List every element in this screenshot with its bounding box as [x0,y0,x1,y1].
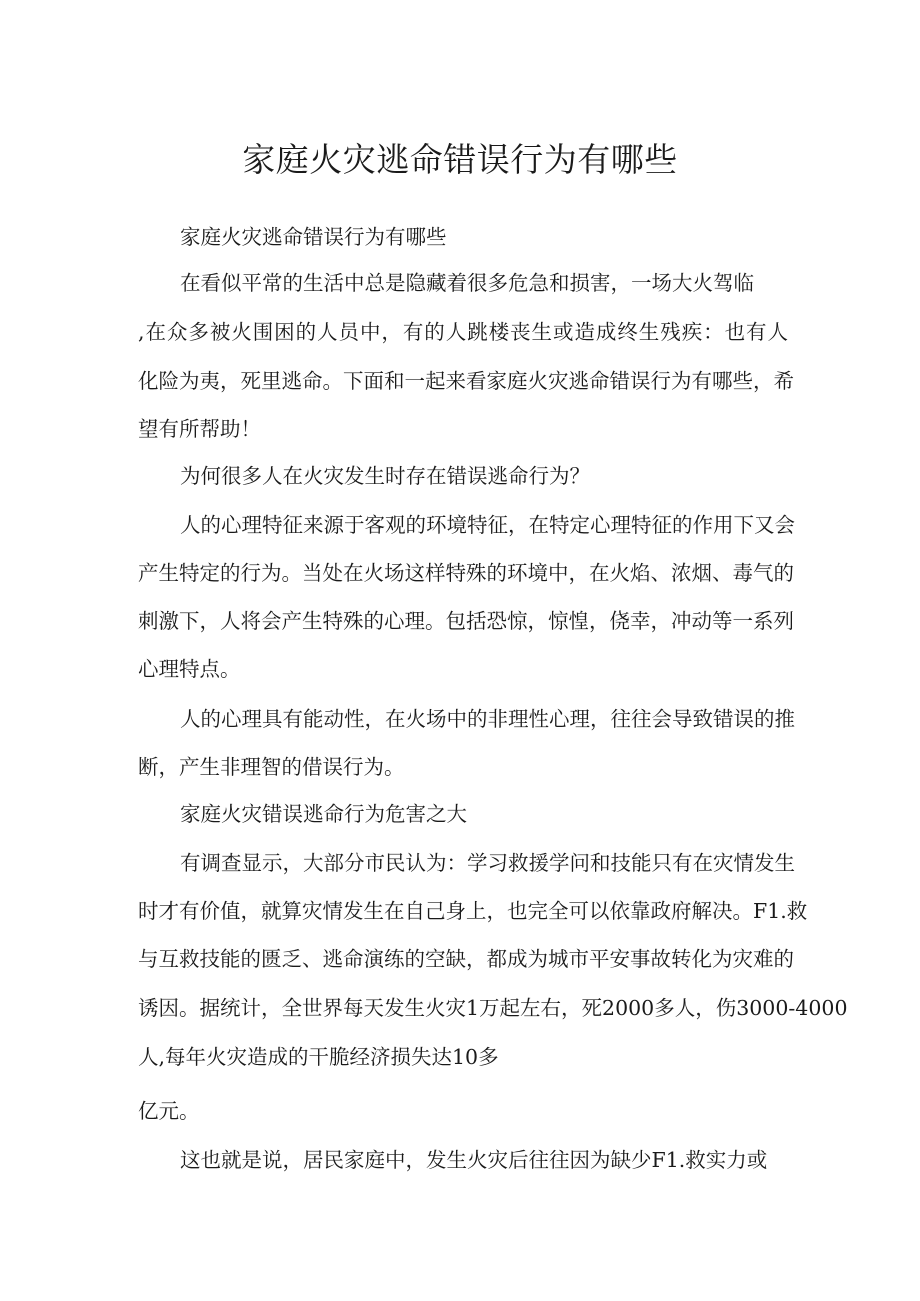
paragraph-line: 人的心理具有能动性，在火场中的非理性心理，往往会导致错误的推 [180,707,795,731]
paragraph-line: 有调查显示，大部分市民认为：学习救援学问和技能只有在灾情发生 [180,851,795,875]
paragraph-line: 与互救技能的匮乏、逃命演练的空缺，都成为城市平安事故转化为灾难的 [138,947,794,971]
paragraph-line: 时才有价值，就算灾情发生在自己身上，也完全可以依靠政府解决。F1.救 [138,899,808,923]
paragraph-line: 亿元。 [138,1099,200,1123]
paragraph-line: 人的心理特征来源于客观的环境特征，在特定心理特征的作用下又会 [180,513,795,537]
paragraph-line: ,在众多被火围困的人员中，有的人跳楼丧生或造成终生残疾：也有人 [138,320,788,344]
paragraph-line: 在看似平常的生活中总是隐藏着很多危急和损害，一场大火驾临 [180,271,754,295]
paragraph-line: 断，产生非理智的借误行为。 [138,755,405,779]
paragraph-line: 望有所帮助！ [138,417,261,441]
paragraph-line: 这也就是说，居民家庭中，发生火灾后往往因为缺少F1.救实力或 [180,1148,768,1172]
paragraph-line: 人,每年火灾造成的干脆经济损失达10多 [138,1045,499,1069]
paragraph-line: 刺激下，人将会产生特殊的心理。包括恐惊，惊惶，侥幸，冲动等一系列 [138,609,794,633]
subtitle-line: 家庭火灾逃命错误行为有哪些 [180,225,447,249]
section-heading: 家庭火灾错误逃命行为危害之大 [180,802,467,826]
paragraph-line: 化险为夷，死里逃命。下面和一起来看家庭火灾逃命错误行为有哪些，希 [138,369,794,393]
paragraph-line: 诱因。据统计，全世界每天发生火灾1万起左右，死2000多人，伤3000-4000 [138,996,848,1020]
section-heading: 为何很多人在火灾发生时存在错误逃命行为？ [180,464,590,488]
paragraph-line: 产生特定的行为。当处在火场这样特殊的环境中，在火焰、浓烟、毒气的 [138,561,794,585]
paragraph-line: 心理特点。 [138,657,241,681]
document-title: 家庭火灾逃命错误行为有哪些 [242,140,678,179]
